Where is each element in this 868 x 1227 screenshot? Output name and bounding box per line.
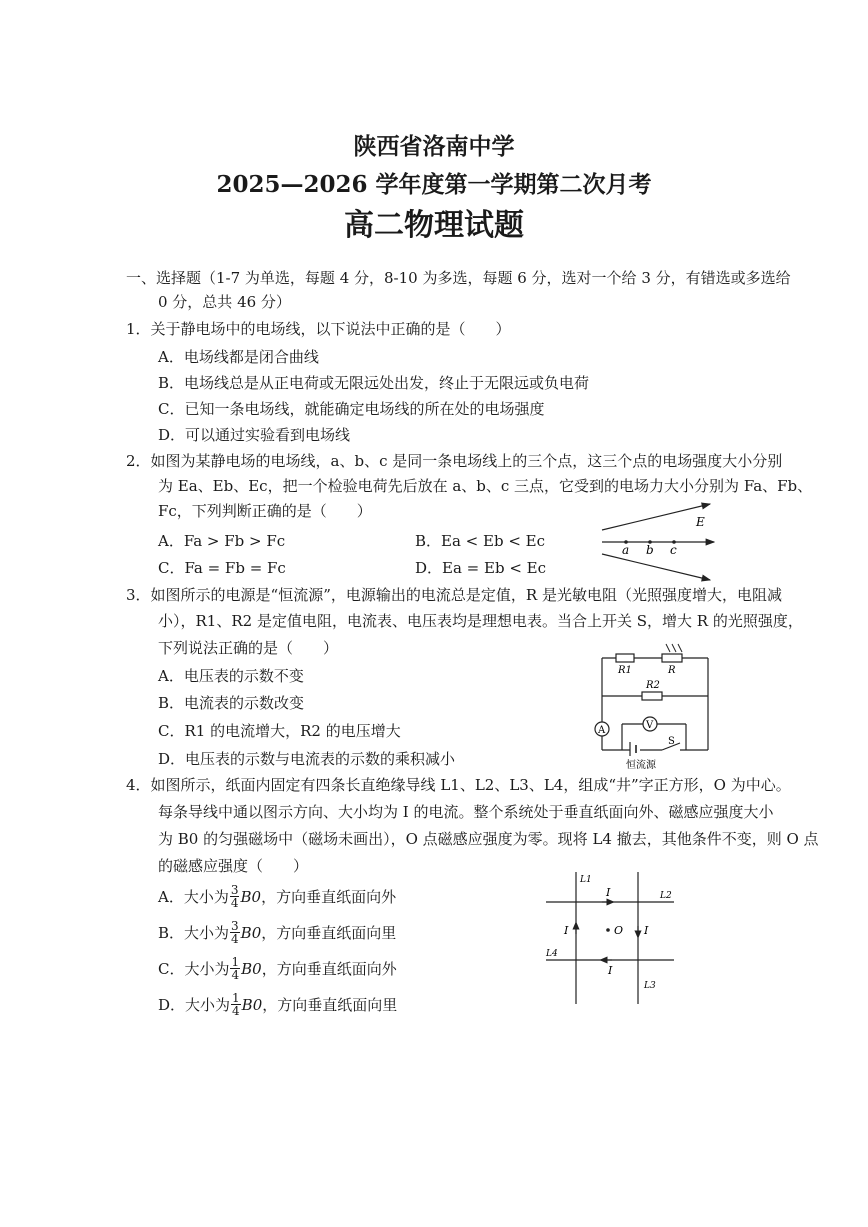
- fraction-denominator: 4: [232, 1004, 240, 1018]
- fraction: [230, 956, 240, 981]
- q3-stem-line3: 下列说法正确的是（ ）: [158, 639, 339, 657]
- school-name: 陕西省洛南中学: [353, 133, 515, 160]
- fraction-denominator: 4: [231, 932, 239, 946]
- q2-stem-line1: 2．如图为某静电场的电场线，a、b、c 是同一条电场线上的三个点，这三个点的电场强度大小分别: [126, 452, 783, 470]
- q2-stem-line2: 为 Ea、Eb、Ec，把一个检验电荷先后放在 a、b、c 三点，它受到的电场力大小分别为 Fa、Fb、: [158, 477, 813, 495]
- q2-option-c: C．Fa = Fb = Fc: [158, 559, 286, 577]
- l1-label: L1: [580, 875, 592, 885]
- fraction-numerator: 3: [230, 883, 239, 897]
- q3-option-d: D．电压表的示数与电流表的示数的乘积减小: [158, 750, 456, 768]
- q2-stem-line3: Fc，下列判断正确的是（ ）: [158, 502, 372, 520]
- q4-stem-line4: 的磁感应强度（ ）: [158, 857, 309, 875]
- q3-circuit-diagram: [590, 642, 720, 770]
- q4-option-a: [158, 884, 396, 909]
- exam-subject: 高二物理试题: [344, 208, 524, 243]
- q3-stem-line1: 3．如图所示的电源是“恒流源”，电源输出的电流总是定值，R 是光敏电阻（光照强度增大，电阻减: [126, 586, 782, 604]
- q3-stem-line2: 小），R1、R2 是定值电阻，电流表、电压表均是理想电表。当合上开关 S，增大 R 的光照强度，: [158, 612, 803, 630]
- current-label-top: I: [606, 886, 611, 899]
- current-label-right: I: [644, 924, 649, 937]
- r-label: R: [668, 665, 676, 676]
- q2-option-b: B．Ea < Eb < Ec: [415, 532, 546, 550]
- option-unit: B0: [240, 923, 262, 942]
- l2-label: L2: [660, 891, 672, 901]
- resistor-r2: [642, 692, 662, 700]
- section-heading-line2: 0 分，总共 46 分）: [158, 293, 291, 311]
- voltmeter-label: V: [646, 720, 654, 731]
- current-label-left: I: [564, 924, 569, 937]
- q1-option-a: A．电场线都是闭合曲线: [158, 348, 319, 366]
- resistor-r1: [616, 654, 634, 662]
- option-unit: B0: [240, 887, 262, 906]
- fraction-numerator: 1: [232, 991, 240, 1005]
- q4-wire-diagram: [540, 868, 680, 1008]
- fraction-denominator: 4: [231, 968, 240, 982]
- q2-option-a: A．Fa > Fb > Fc: [158, 532, 286, 550]
- q1-option-c: C．已知一条电场线，就能确定电场线的所在处的电场强度: [158, 400, 545, 418]
- point-b-label: b: [646, 543, 654, 557]
- q3-option-a: A．电压表的示数不变: [158, 667, 304, 685]
- r1-label: R1: [618, 665, 632, 676]
- point-a-label: a: [622, 543, 630, 557]
- source-label: 恒流源: [626, 760, 656, 771]
- q2-option-d: D．Ea = Eb < Ec: [415, 559, 547, 577]
- q4-stem-line3: 为 B0 的匀强磁场中（磁场未画出），O 点磁感应强度为零。现将 L4 撤去，其他条件不变，则 O 点: [158, 830, 819, 848]
- o-label: O: [614, 924, 624, 937]
- fraction: [230, 884, 240, 909]
- option-suffix: ，方向垂直纸面向外: [261, 888, 397, 906]
- ammeter-label: A: [598, 725, 606, 736]
- option-suffix: ，方向垂直纸面向外: [261, 960, 397, 978]
- photoresistor-r: [662, 654, 682, 662]
- q1-option-d: D．可以通过实验看到电场线: [158, 426, 351, 444]
- field-line-bottom: [602, 554, 710, 580]
- fraction-numerator: 3: [231, 919, 239, 933]
- option-suffix: ，方向垂直纸面向里: [261, 924, 397, 942]
- q4-stem-line2: 每条导线中通以图示方向、大小均为 I 的电流。整个系统处于垂直纸面向外、磁感应强度大小: [158, 803, 774, 821]
- q4-stem-line1: 4．如图所示，纸面内固定有四条长直绝缘导线 L1、L2、L3、L4，组成“井”字正方形，O 为中心。: [126, 776, 791, 794]
- fraction: [231, 992, 241, 1017]
- field-label-e: E: [696, 515, 705, 529]
- point-c-label: c: [670, 543, 677, 557]
- r2-label: R2: [646, 680, 660, 691]
- exam-term: 2025—2026 学年度第一学期第二次月考: [216, 171, 652, 198]
- q2-field-diagram: [598, 500, 718, 582]
- l3-label: L3: [644, 981, 656, 991]
- q1-option-b: B．电场线总是从正电荷或无限远处出发，终止于无限远或负电荷: [158, 374, 590, 392]
- option-unit: B0: [241, 995, 263, 1014]
- option-suffix: ，方向垂直纸面向里: [262, 996, 398, 1014]
- q1-stem: 1．关于静电场中的电场线，以下说法中正确的是（ ）: [126, 320, 511, 338]
- option-prefix: A．大小为: [158, 888, 229, 906]
- q4-option-b: [158, 920, 396, 945]
- q3-option-b: B．电流表的示数改变: [158, 694, 305, 712]
- option-prefix: B．大小为: [158, 924, 230, 942]
- center-point-o: [606, 928, 610, 932]
- option-prefix: C．大小为: [158, 960, 230, 978]
- switch-label: S: [668, 736, 675, 747]
- q4-option-d: [158, 992, 397, 1017]
- q3-option-c: C．R1 的电流增大，R2 的电压增大: [158, 722, 401, 740]
- fraction: [230, 920, 240, 945]
- q4-option-c: [158, 956, 397, 981]
- field-line-top: [602, 504, 710, 530]
- fraction-numerator: 1: [231, 955, 240, 969]
- current-label-bottom: I: [608, 964, 613, 977]
- fraction-denominator: 4: [230, 896, 239, 910]
- l4-label: L4: [546, 949, 558, 959]
- section-heading-line1: 一、选择题（1-7 为单选，每题 4 分，8-10 为多选，每题 6 分，选对一个给 3 分，有错选或多选给: [126, 269, 791, 287]
- option-prefix: D．大小为: [158, 996, 231, 1014]
- option-unit: B0: [241, 959, 262, 978]
